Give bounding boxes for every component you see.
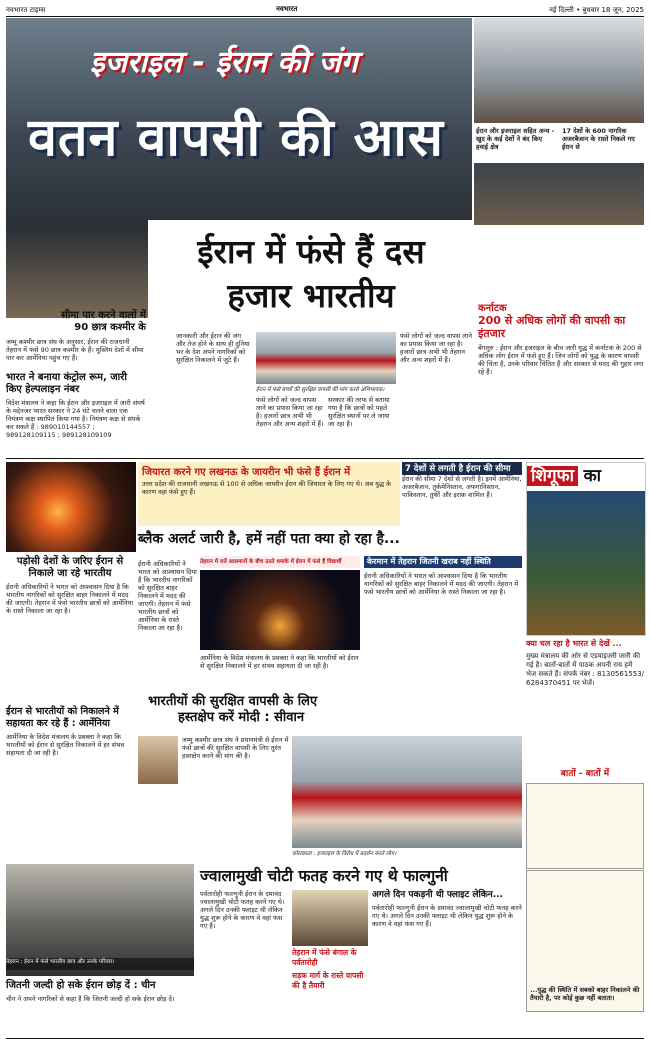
evac-box: [6, 706, 134, 862]
neighbours-body: ईरानी अधिकारियों ने भारत को आश्वासन दिया है कि भारतीय नागरिकों को सुरक्षित बाहर निकालने में मदद की जाएगी। तेहरान में फंसे भारतीय छात्रों को आर्मेनिया के रास्ते निकाला जा रहा है।: [6, 583, 134, 615]
climber-portrait: [292, 890, 368, 946]
main-story-photo: [256, 332, 396, 384]
callout-title: क्या चल रहा है भारत से देखें ...: [526, 639, 622, 648]
bullet-1: तेहरान में फंसे बंगाल के पर्वतारोही: [292, 948, 357, 967]
shigufa-box: [526, 462, 646, 636]
before-body: पर्वतारोही फाल्गुनी ईरान के दमावंद ज्वालामुखी चोटी फतह करने गए थे। अगले दिन उनकी फ्लाइट थी लेकिन युद्ध शुरू होने के कारण वे वहां फंस गए हैं।: [372, 904, 522, 928]
seven-title: 7 देशों से लगती है ईरान की सीमा: [402, 462, 522, 475]
baaten-box: [526, 766, 644, 866]
main-photo-caption: ईरान में फंसे बच्चों की सुरक्षित वापसी की मांग करते अभिभावक।: [256, 387, 385, 393]
side-caption-left-text: ईरान और इजराइल सहित अन्य - खुद के कई देशों ने बंद किए हवाई क्षेत्र: [476, 127, 555, 151]
ticker-text: तेहरान में रातें आसमानों के बीच उठते धमाके में ईरान में फंसे हैं विद्यार्थी: [200, 559, 342, 565]
baaten-title: बातों - बातों में: [560, 769, 610, 779]
modi-title-1: भारतीयों की सुरक्षित वापसी के लिए: [148, 694, 318, 709]
karnataka-title: 200 से अधिक लोगों की वापसी का इंतजार: [478, 314, 626, 340]
ticker-bar: [200, 556, 360, 568]
neighbours-title: पड़ोसी देशों के जरिए ईरान से निकाले जा रहे भारतीय: [16, 556, 124, 579]
shigufa-title: [527, 463, 645, 489]
lucknow-title: जियारत करने गए लखनऊ के जायरीन भी फंसे हैं ईरान में: [142, 467, 351, 478]
neighbours-box: [6, 556, 134, 702]
side-caption-left: [474, 125, 558, 161]
lucknow-box: [138, 462, 400, 526]
strip-fire-photo: [6, 462, 136, 552]
bullets-box: [292, 948, 368, 998]
center-body-1: ईरानी अधिकारियों ने भारत को आश्वासन दिया है कि भारतीय नागरिकों को सुरक्षित बाहर निकालने में मदद की जाएगी। तेहरान में फंसे भारतीय छात्रों को आर्मेनिया के रास्ते निकाला जा रहा है।: [138, 560, 197, 632]
before-box: [372, 890, 522, 1010]
before-title: अगले दिन पकड़नी थी फ्लाइट लेकिन...: [372, 890, 503, 900]
sidebar-body: जम्मू कश्मीर छात्र संघ के अनुसार, ईरान की राजधानी तेहरान में फंसे 90 छात्र कश्मीर के हैं। मुस्लिम देशों में सीमा पार कर आर्मेनिया पहुंच गए हैं।: [6, 338, 144, 362]
side-photo-top: [474, 18, 644, 123]
main-body-col-4: फंसे लोगों को जल्द वापस लाने का प्रयास किया जा रहा है। हजारों छात्र अभी भी तेहरान और अन्य शहरों में हैं।: [400, 332, 473, 364]
kerman-title-bar: [364, 556, 522, 568]
modi-title-2: हस्तक्षेप करें मोदी : सीवान: [178, 710, 305, 725]
side-caption-right: [560, 125, 644, 161]
big-title-line-2: हजार भारतीय: [227, 276, 395, 315]
volcano-title: [200, 866, 522, 886]
seven-box: [402, 462, 522, 526]
big-title-box: [148, 220, 474, 330]
masthead-center: नवभारत: [276, 5, 298, 13]
masthead-left: नवभारत टाइम्स: [6, 6, 46, 14]
shigufa-suffix: का: [583, 466, 602, 486]
volcano-body-text: पर्वतारोही फाल्गुनी ईरान के दमावंद ज्वालामुखी चोटी फतह करने गए थे। अगले दिन उनकी फ्लाइट थी लेकिन युद्ध शुरू होने के कारण वे वहां फंस गए हैं।: [200, 890, 285, 930]
china-title: जितनी जल्दी हो सके ईरान छोड़ दें : चीन: [6, 980, 156, 991]
masthead: [6, 4, 644, 17]
karnataka-kicker: कर्नाटक: [478, 303, 507, 314]
modi-portrait: [138, 736, 178, 784]
evac-title: ईरान से भारतीयों को निकालने में सहायता कर रहे हैं : आर्मेनिया: [6, 706, 119, 729]
china-body: चीन ने अपने नागरिकों से कहा है कि जितनी जल्दी हो सके ईरान छोड़ दें।: [6, 995, 175, 1003]
main-body-col-2: फंसे लोगों को जल्द वापस लाने का प्रयास किया जा रहा है। हजारों छात्र अभी भी तेहरान और अन्य शहरों में हैं।: [256, 396, 324, 428]
karnataka-body: बेंगलुरु : ईरान और इजराइल के बीच जारी युद्ध में कर्नाटक के 200 से अधिक लोग ईरान में फंसे हुए हैं। जिन लोगों को युद्ध के कारण वापसी की चिंता है, उनके परिवार चिंतित हैं और सरकार से मदद की गुहार लगा रहे हैं।: [478, 344, 644, 376]
shigufa-label: शिगूफा: [527, 466, 578, 486]
shigufa-photo: [527, 491, 645, 635]
blackout-title: ब्लैक अलर्ट जारी है, हमें नहीं पता क्या हो रहा है...: [138, 531, 400, 547]
students-caption: तेहरान : ईरान में फंसे भारतीय छात्र और उनके परिवार।: [6, 958, 194, 970]
main-story: [176, 332, 476, 456]
callout-body: मुख्य मंत्रालय की ओर से एडवाइजरी जारी की गई है। बातों-बातों में पाठक अपनी राय हमें भेज सकते हैं। संपर्क नंबर : 8130561553/ 6284370451 पर भेजें।: [526, 652, 644, 687]
left-sidebar: [6, 310, 146, 456]
big-title-line-1: ईरान में फंसे हैं दस: [197, 232, 425, 271]
helpline-title: भारत ने बनाया कंट्रोल रूम, जारी किए हेल्पलाइन नंबर: [6, 372, 127, 395]
modi-body: जम्मू कश्मीर छात्र संघ ने प्रधानमंत्री से ईरान में फंसे छात्रों की सुरक्षित वापसी के लिए तुरंत हस्तक्षेप करने की मांग की है।: [182, 736, 289, 760]
bottom-cartoon: [526, 870, 644, 1012]
cartoon-caption: ...युद्ध की स्थिति में सबको बाहर निकालने की तैयारी है, पर कोई कुछ नहीं बताता।: [530, 986, 640, 1002]
callout-box: [526, 638, 644, 764]
volcano-body: [200, 890, 290, 1010]
sidebar-title: सीमा पार करने वालों में 90 छात्र कश्मीर के: [60, 310, 146, 333]
cartoon-image: [526, 783, 644, 869]
rally-caption: कोलकाता : इजराइल के विरोध में प्रदर्शन करते लोग।: [292, 851, 397, 857]
lead-kicker: इजराइल - ईरान की जंग: [90, 45, 358, 80]
modi-box: [138, 694, 522, 734]
bottom-rule: [6, 1038, 644, 1039]
bullet-2: सड़क मार्ग के रास्ते वापसी की है तैयारी: [292, 971, 364, 990]
divider-1: [6, 458, 644, 459]
rally-photo: [292, 736, 522, 848]
main-body-col-3: सरकार की तरफ से बताया गया है कि छात्रों को पहले सुरक्षित स्थानों पर ले जाया जा रहा है।: [328, 396, 390, 428]
lucknow-body: उत्तर प्रदेश की राजधानी लखनऊ से 100 से अधिक जायरीन ईरान की जियारत के लिए गए थे। अब युद्ध के कारण वहां फंसे हुए हैं।: [142, 480, 392, 496]
china-box: [6, 980, 194, 1036]
lead-headline: वतन वापसी की आस: [28, 108, 444, 168]
side-photo-bottom: [474, 163, 644, 225]
evac-body: आर्मेनिया के विदेश मंत्रालय के प्रवक्ता ने कहा कि भारतीयों को ईरान से सुरक्षित निकालने में हर संभव सहायता दी जा रही है।: [6, 733, 125, 757]
night-sky-photo: [200, 570, 360, 650]
center-body-2: आर्मेनिया के विदेश मंत्रालय के प्रवक्ता ने कहा कि भारतीयों को ईरान से सुरक्षित निकालने में हर संभव सहायता दी जा रही है।: [200, 654, 359, 670]
kerman-title: केरमान में तेहरान जितनी खराब नहीं स्थिति: [367, 557, 491, 566]
kerman-body: ईरानी अधिकारियों ने भारत को आश्वासन दिया है कि भारतीय नागरिकों को सुरक्षित बाहर निकालने में मदद की जाएगी। तेहरान में फंसे भारतीय छात्रों को आर्मेनिया के रास्ते निकाला जा रहा है।: [364, 572, 519, 596]
side-caption-right-text: 17 देशों के 600 नागरिक अजरबैजान के रास्ते निकले गए ईरान से: [562, 127, 635, 151]
seven-body: ईरान की सीमा 7 देशों से लगती है। इनमें आर्मेनिया, अजरबैजान, तुर्कमेनिस्तान, अफगानिस्तान, पाकिस्तान, तुर्की और इराक शामिल हैं।: [402, 475, 522, 499]
masthead-date: नई दिल्ली • बुधवार 18 जून, 2025: [549, 6, 644, 14]
volcano-title-text: ज्वालामुखी चोटी फतह करने गए थे फाल्गुनी: [200, 867, 448, 885]
main-body-col-1: जानकारी और ईरान की जंग और तेज होने के साथ ही दुनिया भर के देश अपने नागरिकों को सुरक्षित निकालने में जुटे हैं।: [176, 332, 250, 364]
helpline-body: विदेश मंत्रालय ने कहा कि ईरान और इजराइल में जारी संघर्ष के मद्देनजर भारत सरकार ने 24 घंटे चलने वाला एक नियंत्रण कक्ष स्थापित किया गया है। नियंत्रण कक्ष से संपर्क कर सकते हैं : 989010144557 ; 989128109115 ; 989128109109: [6, 399, 145, 439]
karnataka-box: [478, 300, 644, 456]
